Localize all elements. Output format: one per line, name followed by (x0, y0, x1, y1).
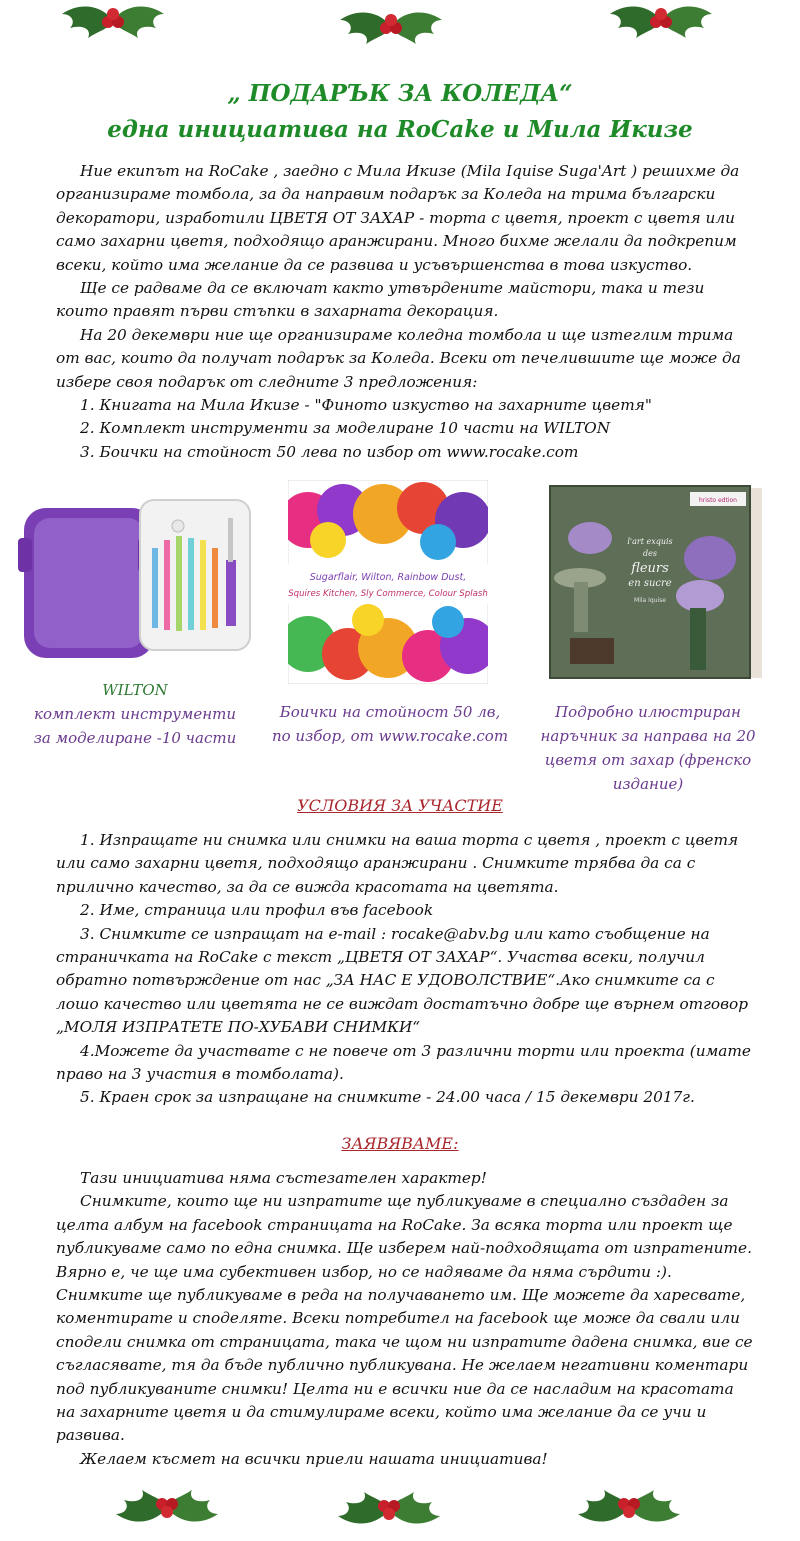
intro-paragraph: Ще сe радваме да се включат както утвърдените майстори, така и тези които правят първи стъпки в захарната декорация. (56, 279, 705, 321)
declare-heading: ЗАЯВЯВАМЕ: (341, 1134, 459, 1153)
book-image (540, 478, 776, 688)
page-title: „ ПОДАРЪК ЗА КОЛЕДА“ (227, 80, 573, 107)
prize-item: 1. Книгата на Мила Икизе - "Финото изкуство на захарните цветя" (80, 396, 652, 415)
prize-item: 2. Комплект инструменти за моделиране 10 части на WILTON (80, 419, 611, 438)
condition-item: 4.Можете да участвате с не повече от 3 различни торти или проекта (имате право на 3 участия в томболата). (56, 1041, 751, 1084)
intro-section (56, 160, 756, 464)
book-author: Mila Iquise (634, 597, 666, 604)
toolkit-image (18, 478, 254, 678)
book-title-3: fleurs (631, 561, 669, 576)
intro-paragraph: На 20 декември ние ще организираме коледна томбола и ще изтеглим трима от вас, които да получат подарък за Коледа. Всеки от печелившите ще може да избере своя подарък от следните 3 предложения: (56, 325, 741, 391)
holly-icon (112, 1478, 222, 1530)
toolkit-caption: комплект инструменти за моделиране -10 части (33, 705, 237, 747)
paints-caption: Боички на стойност 50 лв, по избор, от www.rocake.com (271, 703, 509, 745)
conditions-section (56, 829, 756, 1110)
holly-icon (606, 0, 716, 52)
paints-image (288, 480, 488, 684)
book-caption: Подробно илюстриран наръчник за направа на 20 цветя от захар (френско издание) (540, 703, 756, 793)
condition-item: 1. Изпращате ни снимка или снимки на ваша торта с цветя , проект с цветя или само захарни цветя, подходящо аранжирани . Снимките трябва да са с прилично качество, за да се вижда красотата на цветята. (56, 831, 739, 896)
book-title-2: des (643, 549, 657, 558)
book-author-tag: hristo edtion (699, 497, 737, 504)
declare-section (56, 1167, 756, 1471)
declare-paragraph: Тази инициатива няма състезателен характер! (80, 1169, 487, 1187)
holly-icon (574, 1478, 684, 1530)
paints-overlay-line1: Sugarflair, Wilton, Rainbow Dust, (309, 572, 467, 583)
condition-item: 3. Снимките се изпращат на e-mail : rocake@abv.bg или като съобщение на страничката на RoCake с текст „ЦВЕТЯ ОТ ЗАХАР“. Участва всеки, получил обратно потвърждение от нас „ЗА НАС Е УДОВОЛСТВИЕ“.Ако снимките са с лошо качество или цветята не се виждат достатъчно добре ще върнем отговор „МОЛЯ ИЗПРАТЕТЕ ПО-ХУБАВИ СНИМКИ“ (56, 924, 748, 1037)
book-title-1: l'art exquis (627, 537, 673, 546)
condition-item: 5. Краен срок за изпращане на снимките - 24.00 часа / 15 декември 2017г. (80, 1088, 695, 1107)
page-subtitle: една инициатива на RoCake и Мила Икизе (107, 116, 693, 143)
holly-icon (334, 1480, 444, 1532)
declare-paragraph: Желаем късмет на всички приели нашата инициатива! (80, 1449, 548, 1468)
conditions-heading: УСЛОВИЯ ЗА УЧАСТИЕ (297, 796, 503, 815)
wilton-brand: WILTON (102, 681, 168, 699)
condition-item: 2. Име, страница или профил във facebook (80, 901, 434, 920)
declare-paragraph: Снимките, които ще ни изпратите ще публикуваме в специално създаден за целта албум на facebook страницата на RoCake. За всяка торта или проект ще публикуваме само по една снимка. Ще изберем най-подходящата от изпратените. Вярно е, че ще има субективен избор, но се надяваме да няма сърдити :). Снимките ще публикуваме в реда на получаването им. Ще можете да харесвате, коментирате и споделяте. Всеки потребител на facebook ще може да свали или сподели снимка от страницата, така че щом ни изпратите дадена снимка, вие се съгласявате, тя да бъде публично публикувана. Не желаем негативни коментари под публикуваните снимки! Целта ни е всички ние да се насладим на красотата на захарните цветя и да стимулираме всеки, който има желание да се учи и развива. (56, 1192, 753, 1445)
book-title-4: en sucre (628, 578, 672, 589)
holly-icon (336, 6, 446, 58)
holly-icon (58, 0, 168, 52)
toolkit-caption-block (30, 678, 240, 750)
intro-paragraph: Ние екипът на RoCake , заедно с Мила Икизе (Mila Iquise Suga'Art ) решихме да организираме томбола, за да направим подарък за Коледа на трима български декоратори, изработили ЦВЕТЯ ОТ ЗАХАР - торта с цветя, проект с цветя или само захарни цветя, подходящо аранжирани. Много бихме желали да подкрепим всеки, който има желание да се развива и усъвършенства в това изкуство. (56, 162, 740, 274)
paints-overlay-line2: Squires Kitchen, Sly Commerce, Colour Splash (288, 589, 488, 599)
prize-item: 3. Боички на стойност 50 лева по избор от www.rocake.com (80, 442, 579, 461)
